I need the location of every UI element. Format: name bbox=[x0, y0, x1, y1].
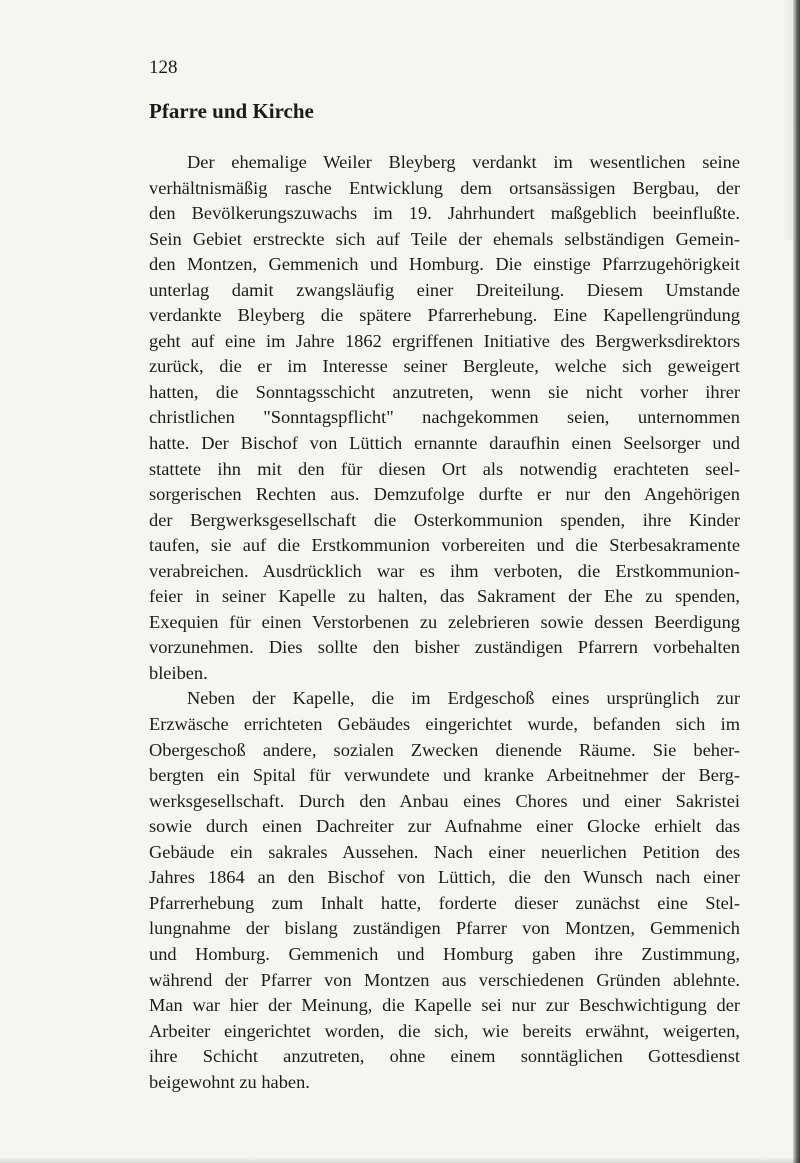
text-line: Sein Gebiet erstreckte sich auf Teile der ehemals selbständigen Gemein- bbox=[149, 228, 740, 249]
page-edge bbox=[793, 0, 800, 1163]
text-line: lungnahme der bislang zuständigen Pfarrer von Montzen, Gemmenich bbox=[149, 918, 740, 939]
text-line: zurück, die er im Interesse seiner Bergleute, welche sich geweigert bbox=[149, 356, 740, 377]
text-line: der Bergwerksgesellschaft die Osterkommunion spenden, ihre Kinder bbox=[149, 509, 740, 530]
section-title: Pfarre und Kirche bbox=[149, 99, 314, 123]
text-line: Pfarrerhebung zum Inhalt hatte, forderte dieser zunächst eine Stel- bbox=[149, 892, 740, 913]
text-line: ihre Schicht anzutreten, ohne einem sonntäglichen Gottesdienst bbox=[149, 1046, 740, 1067]
text-line: Jahres 1864 an den Bischof von Lüttich, die den Wunsch nach einer bbox=[149, 867, 740, 888]
text-line: hatten, die Sonntagsschicht anzutreten, wenn sie nicht vorher ihrer bbox=[149, 381, 740, 402]
text-line: verhältnismäßig rasche Entwicklung dem ortsansässigen Bergbau, der bbox=[149, 177, 740, 198]
text-line: bleiben. bbox=[149, 662, 208, 683]
text-line: sowie durch einen Dachreiter zur Aufnahme einer Glocke erhielt das bbox=[149, 816, 740, 837]
text-line: Der ehemalige Weiler Bleyberg verdankt im wesentlichen seine bbox=[187, 152, 740, 172]
text-line: vorzunehmen. Dies sollte den bisher zuständigen Pfarrern vorbehalten bbox=[149, 637, 740, 658]
text-line: Obergeschoß andere, sozialen Zwecken dienende Räume. Sie beher- bbox=[149, 739, 740, 760]
text-line: bergten ein Spital für verwundete und kranke Arbeitnehmer der Berg- bbox=[149, 765, 740, 786]
text-line: hatte. Der Bischof von Lüttich ernannte daraufhin einen Seelsorger und bbox=[149, 433, 740, 454]
text-line: unterlag damit zwangsläufig einer Dreiteilung. Diesem Umstande bbox=[149, 279, 740, 300]
text-line: verdankte Bleyberg die spätere Pfarrerhebung. Eine Kapellengründung bbox=[149, 305, 740, 326]
text-line: geht auf eine im Jahre 1862 ergriffenen Initiative des Bergwerksdirektors bbox=[149, 330, 740, 351]
text-line: den Bevölkerungszuwachs im 19. Jahrhundert maßgeblich beeinflußte. bbox=[149, 203, 740, 224]
text-line: Man war hier der Meinung, die Kapelle sei nur zur Beschwichtigung der bbox=[149, 995, 740, 1016]
text-line: stattete ihn mit den für diesen Ort als notwendig erachteten seel- bbox=[149, 458, 740, 479]
text-line: sorgerischen Rechten aus. Demzufolge durfte er nur den Angehörigen bbox=[149, 484, 740, 505]
text-line: verabreichen. Ausdrücklich war es ihm verboten, die Erstkommunion- bbox=[149, 560, 740, 581]
body-text bbox=[149, 150, 740, 1095]
text-line: und Homburg. Gemmenich und Homburg gaben ihre Zustimmung, bbox=[149, 943, 740, 964]
text-line: feier in seiner Kapelle zu halten, das Sakrament der Ehe zu spenden, bbox=[149, 586, 740, 607]
text-line: den Montzen, Gemmenich und Homburg. Die einstige Pfarrzugehörigkeit bbox=[149, 254, 740, 275]
text-line: taufen, sie auf die Erstkommunion vorbereiten und die Sterbesakramente bbox=[149, 535, 740, 556]
text-line: werksgesellschaft. Durch den Anbau eines Chores und einer Sakristei bbox=[149, 790, 740, 811]
text-line: während der Pfarrer von Montzen aus verschiedenen Gründen ablehnte. bbox=[149, 969, 740, 990]
bottom-shadow bbox=[0, 1157, 800, 1163]
text-line: Neben der Kapelle, die im Erdgeschoß eines ursprünglich zur bbox=[187, 688, 740, 709]
text-line: Exequien für einen Verstorbenen zu zelebrieren sowie dessen Beerdigung bbox=[149, 611, 740, 632]
text-line: christlichen "Sonntagspflicht" nachgekommen seien, unternommen bbox=[149, 407, 740, 428]
text-line: Gebäude ein sakrales Aussehen. Nach einer neuerlichen Petition des bbox=[149, 841, 740, 862]
text-line: beigewohnt zu haben. bbox=[149, 1071, 310, 1092]
text-line: Erzwäsche errichteten Gebäudes eingerichtet wurde, befanden sich im bbox=[149, 714, 740, 735]
page-number: 128 bbox=[149, 57, 178, 78]
text-line: Arbeiter eingerichtet worden, die sich, wie bereits erwähnt, weigerten, bbox=[149, 1020, 740, 1041]
